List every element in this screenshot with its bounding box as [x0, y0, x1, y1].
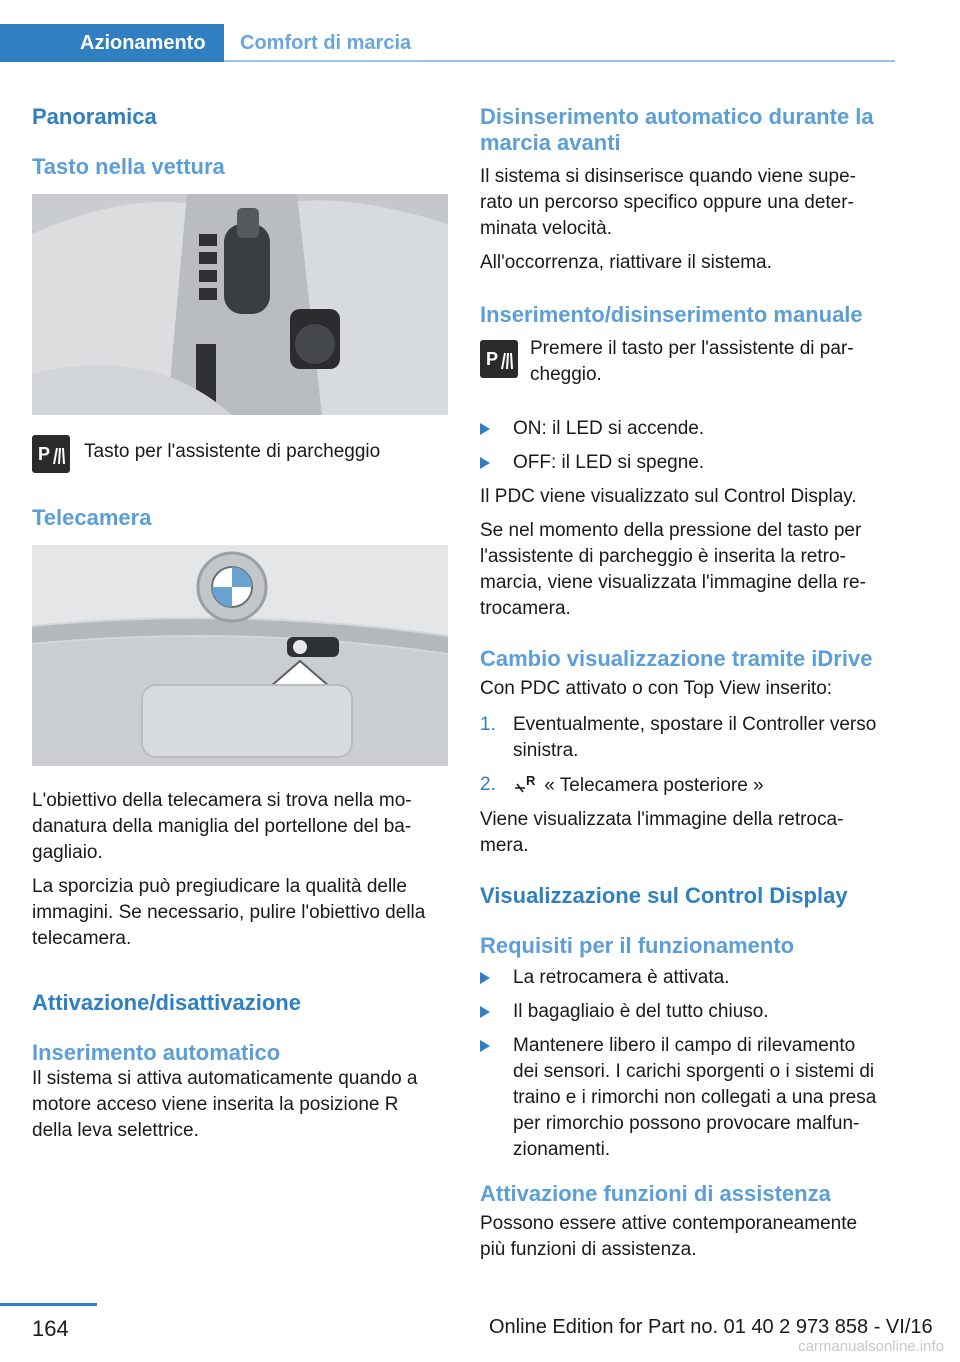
svg-text:P: P [486, 349, 499, 369]
paragraph-auto-activation [32, 1066, 448, 1144]
text-line: rato un percorso specifico oppure una deter- [480, 192, 854, 213]
parking-assist-icon [480, 340, 518, 378]
heading-telecamera: Telecamera [32, 505, 152, 530]
heading-inserimento-automatico: Inserimento automatico [32, 1040, 281, 1065]
tab-comfort-di-marcia[interactable]: Comfort di marcia [240, 32, 412, 54]
text-line: « Telecamera posteriore » [544, 775, 764, 796]
paragraph-camera-location [32, 788, 448, 866]
text-line: La sporcizia può pregiudicare la qualità delle [32, 876, 407, 897]
text-line: mera. [480, 835, 529, 856]
text-line: gagliaio. [32, 842, 103, 863]
step-number: 2. [480, 774, 496, 795]
paragraph-pdc-display: Il PDC viene visualizzato sul Control Display. [480, 486, 857, 507]
paragraph-reverse-gear [480, 518, 900, 622]
footer-accent-line [0, 1303, 97, 1306]
heading-visualizzazione: Visualizzazione sul Control Display [480, 883, 848, 908]
heading-attivazione: Attivazione/disattivazione [32, 990, 301, 1015]
text-line: immagini. Se necessario, pulire l'obiettivo della [32, 902, 426, 923]
text-line: minata velocità. [480, 218, 613, 239]
text-line: Premere il tasto per l'assistente di par- [530, 338, 854, 359]
text-line: della leva selettrice. [32, 1120, 199, 1141]
manual-icon-row [480, 340, 900, 400]
manual-icon-text [530, 336, 854, 388]
paragraph-reactivate: All'occorrenza, riattivare il sistema. [480, 252, 772, 273]
photo-rear-camera [32, 545, 448, 766]
list-item [480, 416, 900, 442]
text-line: dei sensori. I carichi sporgenti o i sistemi di [513, 1061, 875, 1082]
text-line: traino e i rimorchi non collegati a una presa [513, 1087, 877, 1108]
rear-camera-icon [513, 772, 539, 794]
text-line: Il sistema si attiva automaticamente quando a [32, 1068, 418, 1089]
step-number: 1. [480, 714, 496, 735]
requirements-list [480, 965, 900, 1163]
led-status-list [480, 416, 900, 476]
text-line: L'obiettivo della telecamera si trova nella mo- [32, 790, 412, 811]
text-line: Il bagagliaio è del tutto chiuso. [513, 1001, 769, 1022]
header-tabs [0, 0, 895, 62]
heading-disinserimento: Disinserimento automatico durante la marcia avanti [480, 104, 874, 155]
left-column [32, 96, 448, 1144]
idrive-steps [480, 712, 900, 799]
text-line: marcia, viene visualizzata l'immagine della re- [480, 572, 866, 593]
list-item [480, 1033, 900, 1163]
text-line: più funzioni di assistenza. [480, 1239, 697, 1260]
text-line: l'assistente di parcheggio è inserita la retro- [480, 546, 846, 567]
text-line: telecamera. [32, 928, 132, 949]
paragraph-pdc-topview: Con PDC attivato o con Top View inserito: [480, 678, 833, 699]
paragraph-auto-deactivation [480, 164, 900, 242]
heading-cambio-idrive: Cambio visualizzazione tramite iDrive [480, 646, 873, 671]
svg-text:P: P [38, 444, 51, 464]
heading-requisiti: Requisiti per il funzionamento [480, 933, 795, 958]
parking-assist-icon [32, 435, 70, 473]
list-item [480, 712, 900, 764]
right-column [480, 96, 900, 1263]
text-line: Se nel momento della pressione del tasto per [480, 520, 862, 541]
svg-text:R: R [526, 773, 536, 788]
text-line: cheggio. [530, 364, 602, 385]
text-line: zionamenti. [513, 1139, 611, 1160]
icon-caption-row [32, 435, 448, 473]
list-item [480, 450, 900, 476]
text-line: Il sistema si disinserisce quando viene supe- [480, 166, 856, 187]
list-item [480, 772, 900, 799]
paragraph-multiple-functions [480, 1211, 900, 1263]
text-line: La retrocamera è attivata. [513, 967, 730, 988]
text-line: motore acceso viene inserita la posizione R [32, 1094, 399, 1115]
text-line: danatura della maniglia del portellone del ba- [32, 816, 412, 837]
page-number: 164 [32, 1316, 69, 1341]
tab-azionamento[interactable]: Azionamento [0, 24, 224, 62]
text-line: ON: il LED si accende. [513, 418, 705, 439]
heading-tasto-nella-vettura: Tasto nella vettura [32, 154, 225, 179]
paragraph-camera-image [480, 807, 900, 859]
heading-manuale: Inserimento/disinserimento manuale [480, 302, 863, 327]
watermark: carmanualsonline.info [798, 1338, 944, 1355]
list-item [480, 965, 900, 991]
text-line: sinistra. [513, 740, 579, 761]
heading-panoramica: Panoramica [32, 104, 157, 129]
header-divider [224, 60, 895, 62]
text-line: per rimorchio possono provocare malfun- [513, 1113, 860, 1134]
text-line: trocamera. [480, 598, 571, 619]
text-line: Mantenere libero il campo di rilevamento [513, 1035, 856, 1056]
edition-info: Online Edition for Part no. 01 40 2 973 858 - VI/16 [489, 1316, 933, 1338]
paragraph-dirt-warning [32, 874, 448, 952]
icon-caption: Tasto per l'assistente di parcheggio [84, 441, 381, 462]
text-line: Viene visualizzata l'immagine della retroca- [480, 809, 844, 830]
text-line: OFF: il LED si spegne. [513, 452, 705, 473]
list-item [480, 999, 900, 1025]
text-line: Eventualmente, spostare il Controller verso [513, 714, 877, 735]
photo-center-console [32, 194, 448, 415]
text-line: Possono essere attive contemporaneamente [480, 1213, 858, 1234]
heading-attivazione-funzioni: Attivazione funzioni di assistenza [480, 1181, 831, 1206]
